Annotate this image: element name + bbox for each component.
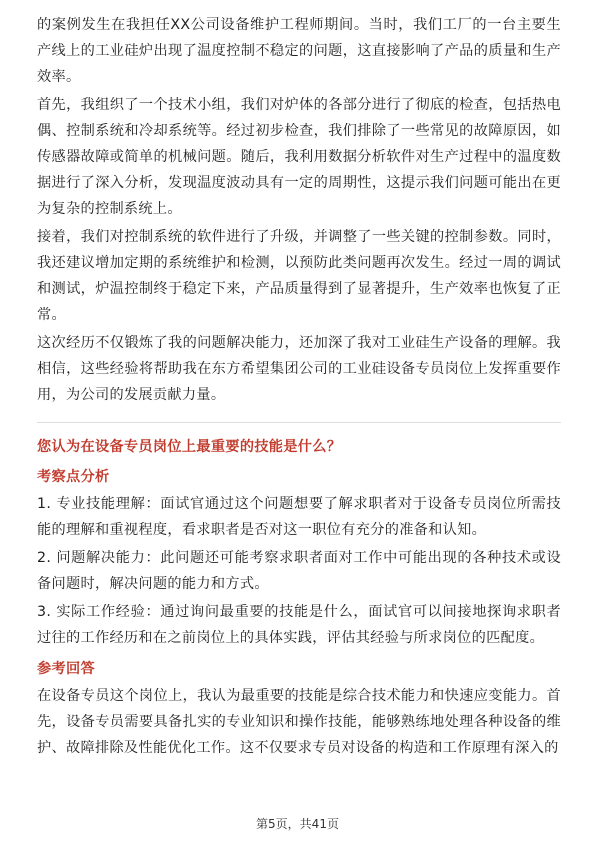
body-paragraph: 的案例发生在我担任XX公司设备维护工程师期间。当时，我们工厂的一台主要生产线上的工业硅炉出现了温度控制不稳定的问题，这直接影响了产品的质量和生产效率。: [37, 17, 561, 85]
answer-paragraph: 在设备专员这个岗位上，我认为最重要的技能是综合技术能力和快速应变能力。首先，设备专员需要具备扎实的专业知识和操作技能，能够熟练地处理各种设备的维护、故障排除及性能优化工作。这不仅要求专员对设备的构造和工作原理有深入的: [37, 688, 561, 756]
analysis-heading: 考察点分析: [37, 469, 110, 485]
answer-heading: 参考回答: [37, 661, 95, 677]
body-paragraph: 接着，我们对控制系统的软件进行了升级，并调整了一些关键的控制参数。同时，我还建议增加定期的系统维护和检测，以预防此类问题再次发生。经过一周的调试和测试，炉温控制终于稳定下来，产品质量得到了显著提升，生产效率也恢复了正常。: [37, 229, 561, 323]
question-section: [37, 435, 561, 761]
analysis-item: 3. 实际工作经验：通过询问最重要的技能是什么，面试官可以间接地探询求职者过往的工作经历和在之前岗位上的具体实践，评估其经验与所求岗位的匹配度。: [37, 604, 561, 646]
question-title: 您认为在设备专员岗位上最重要的技能是什么？: [37, 439, 342, 455]
analysis-item: 2. 问题解决能力：此问题还可能考察求职者面对工作中可能出现的各种技术或设备问题时，解决问题的能力和方式。: [37, 550, 561, 592]
page-content: [37, 12, 561, 763]
body-paragraph: 这次经历不仅锻炼了我的问题解决能力，还加深了我对工业硅生产设备的理解。我相信，这些经验将帮助我在东方希望集团公司的工业硅设备专员岗位上发挥重要作用，为公司的发展贡献力量。: [37, 335, 561, 403]
body-paragraph: 首先，我组织了一个技术小组，我们对炉体的各部分进行了彻底的检查，包括热电偶、控制系统和冷却系统等。经过初步检查，我们排除了一些常见的故障原因，如传感器故障或简单的机械问题。随后，我利用数据分析软件对生产过程中的温度数据进行了深入分析，发现温度波动具有一定的周期性，这提示我们问题可能出在更为复杂的控制系统上。: [37, 97, 561, 217]
section-divider: [37, 422, 561, 423]
intro-section: [37, 12, 561, 408]
analysis-item: 1. 专业技能理解：面试官通过这个问题想要了解求职者对于设备专员岗位所需技能的理解和重视程度，看求职者是否对这一职位有充分的准备和认知。: [37, 496, 561, 538]
page-number: 第5页，共41页: [256, 817, 339, 831]
